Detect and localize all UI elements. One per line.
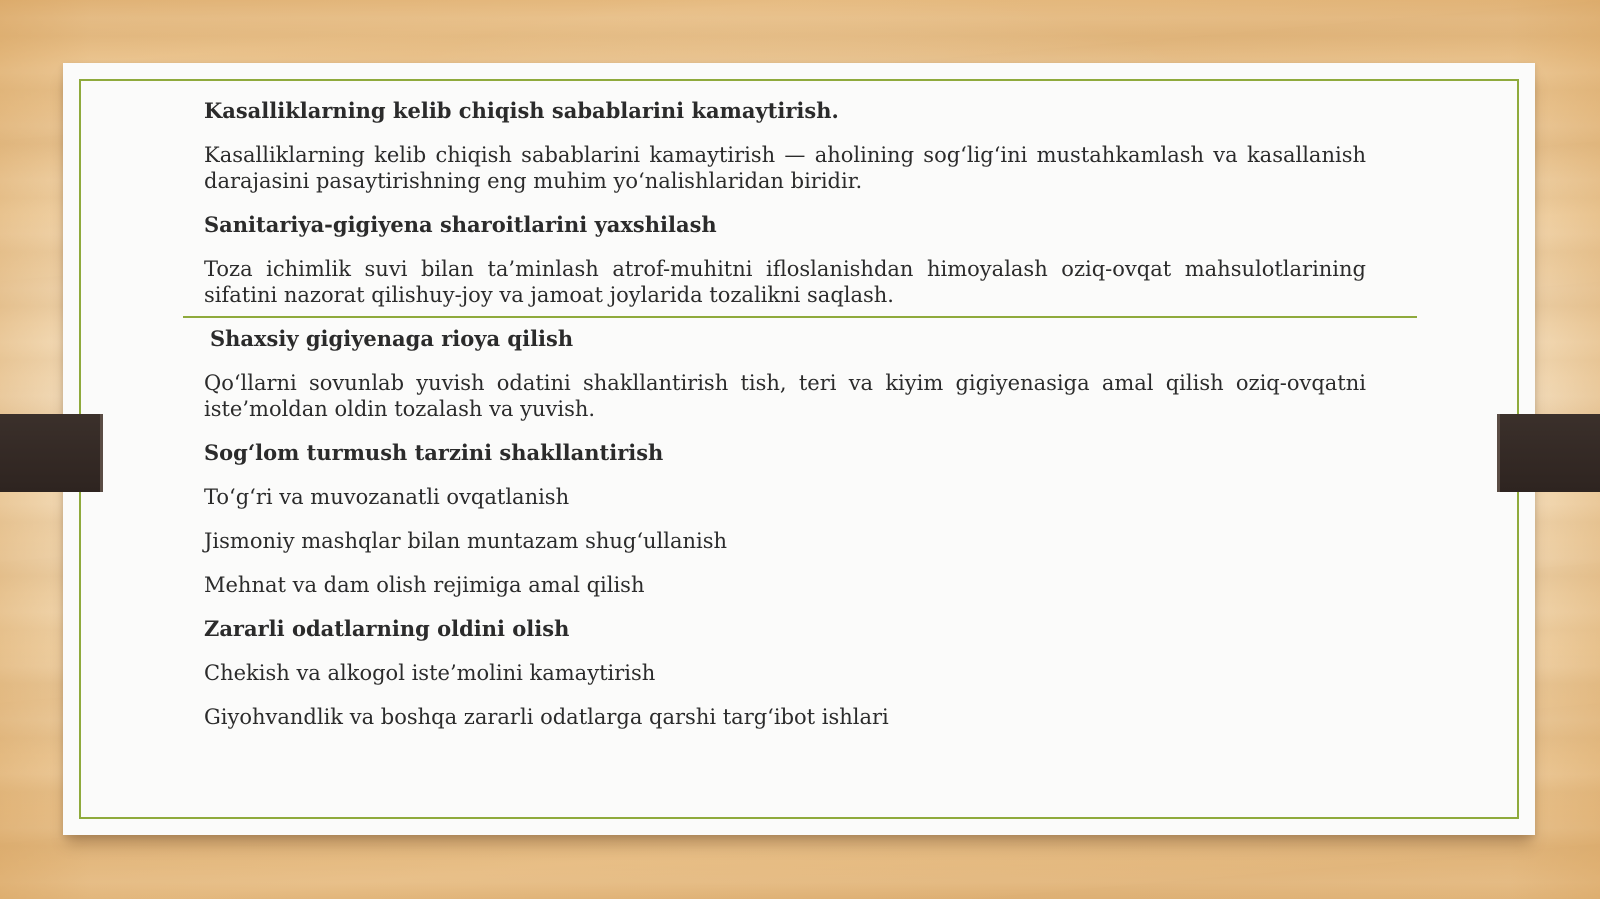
list-item-work-rest: Mehnat va dam olish rejimiga amal qilish: [204, 573, 645, 597]
list-item-smoking-alcohol: Chekish va alkogol iste’molini kamaytirish: [204, 661, 656, 685]
list-item-exercise: Jismoniy mashqlar bilan muntazam shug‘ullanish: [204, 529, 728, 553]
slide-title: Kasalliklarning kelib chiqish sabablarini kamaytirish.: [204, 98, 839, 123]
section-heading-sanitation: Sanitariya-gigiyena sharoitlarini yaxshilash: [204, 212, 717, 237]
section-heading-personal-hygiene: Shaxsiy gigiyenaga rioya qilish: [210, 326, 574, 351]
list-item-drugs-awareness: Giyohvandlik va boshqa zararli odatlarga qarshi targ‘ibot ishlari: [204, 705, 889, 729]
slide-content: [204, 98, 1366, 748]
section-heading-healthy-lifestyle: Sog‘lom turmush tarzini shakllantirish: [204, 440, 664, 465]
section-text-personal-hygiene: Qo‘llarni sovunlab yuvish odatini shakllantirish tish, teri va kiyim gigiyenasiga amal qilish oziq-ovqatni iste’moldan oldin tozalash va yuvish.: [204, 371, 1366, 421]
list-item-nutrition: To‘g‘ri va muvozanatli ovqatlanish: [204, 485, 570, 509]
section-text-sanitation: Toza ichimlik suvi bilan ta’minlash atrof-muhitni ifloslanishdan himoyalash oziq-ovqat mahsulotlarining sifatini nazorat qilishuy-joy va jamoat joylarida tozalikni saqlash.: [204, 257, 1366, 307]
binder-clip-right: [1497, 414, 1600, 492]
binder-clip-left: [0, 414, 103, 492]
intro-paragraph: Kasalliklarning kelib chiqish sabablarini kamaytirish — aholining sog‘lig‘ini mustahkamlash va kasallanish darajasini pasaytirishning eng muhim yo‘nalishlaridan biridir.: [204, 143, 1366, 193]
section-heading-harmful-habits: Zararli odatlarning oldini olish: [204, 616, 570, 641]
